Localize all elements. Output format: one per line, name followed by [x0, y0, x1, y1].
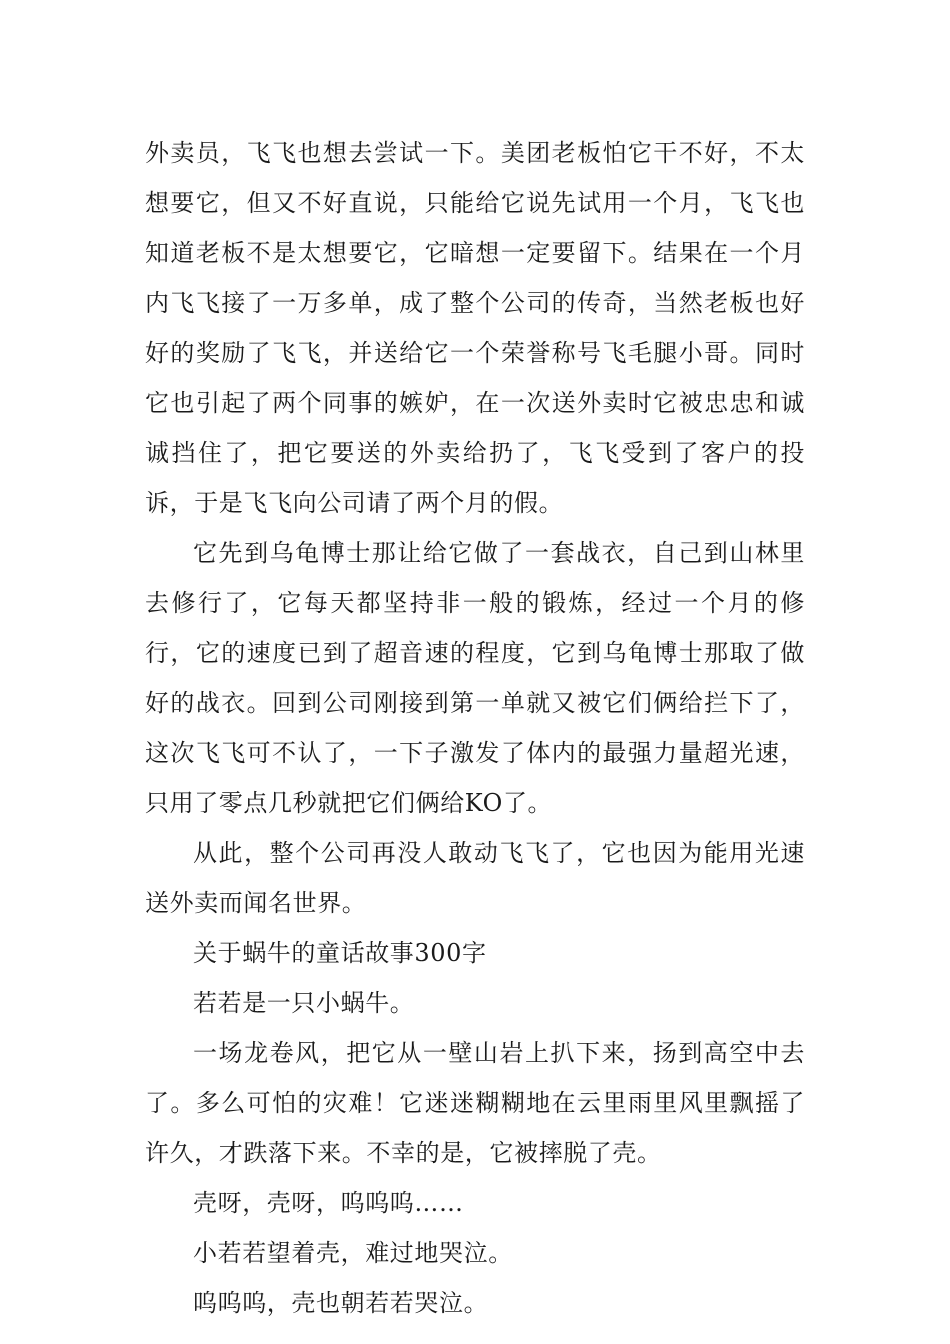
paragraph-7: 壳呀，壳呀，呜呜呜…… [193, 1189, 464, 1217]
paragraph-5: 若若是一只小蜗牛。 [193, 989, 415, 1017]
paragraph-6: 一场龙卷风，把它从一壁山岩上扒下来，扬到高空中去了。多么可怕的灾难！它迷迷糊糊地在云里雨里风里飘摇了许久，才跌落下来。不幸的是，它被摔脱了壳。 [145, 1039, 805, 1167]
paragraph-8: 小若若望着壳，难过地哭泣。 [193, 1239, 513, 1267]
paragraph-1: 外卖员，飞飞也想去尝试一下。美团老板怕它干不好，不太想要它，但又不好直说，只能给它说先试用一个月，飞飞也知道老板不是太想要它，它暗想一定要留下。结果在一个月内飞飞接了一万多单，成了整个公司的传奇，当然老板也好好的奖励了飞飞，并送给它一个荣誉称号飞毛腿小哥。同时它也引起了两个同事的嫉妒，在一次送外卖时它被忠忠和诚诚挡住了，把它要送的外卖给扔了，飞飞受到了客户的投诉，于是飞飞向公司请了两个月的假。 [145, 139, 805, 517]
section-heading: 关于蜗牛的童话故事300字 [193, 939, 487, 967]
paragraph-9: 呜呜呜，壳也朝若若哭泣。 [193, 1289, 489, 1317]
paragraph-2: 它先到乌龟博士那让给它做了一套战衣，自己到山林里去修行了，它每天都坚持非一般的锻炼，经过一个月的修行，它的速度已到了超音速的程度，它到乌龟博士那取了做好的战衣。回到公司刚接到第一单就又被它们俩给拦下了，这次飞飞可不认了，一下子激发了体内的最强力量超光速，只用了零点几秒就把它们俩给KO了。 [145, 539, 805, 817]
paragraph-3: 从此，整个公司再没人敢动飞飞了，它也因为能用光速送外卖而闻名世界。 [145, 839, 805, 917]
document-body [145, 128, 805, 1328]
